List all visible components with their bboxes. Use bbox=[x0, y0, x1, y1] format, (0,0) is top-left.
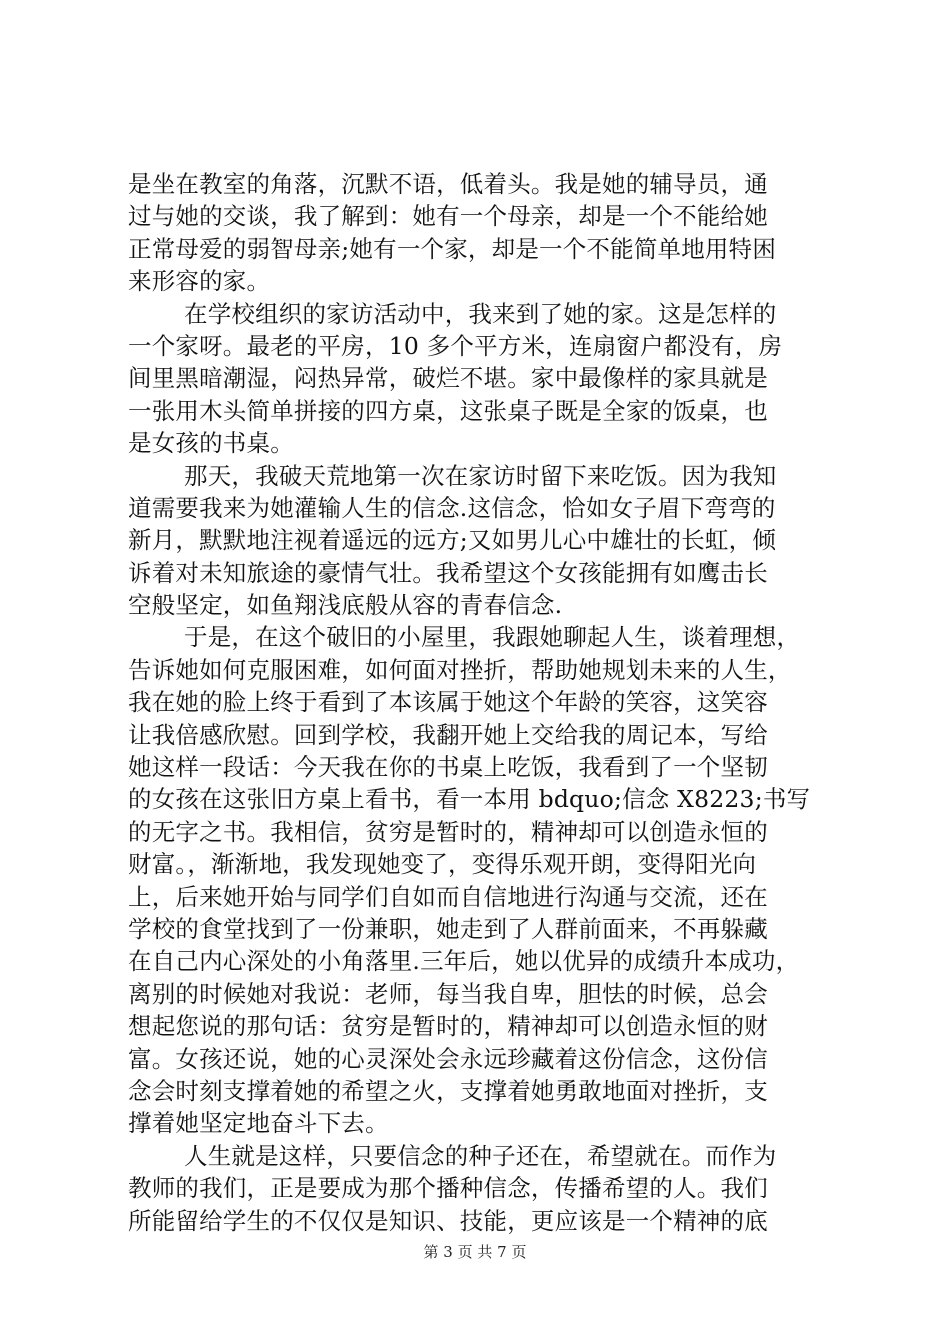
document-body bbox=[128, 168, 832, 1237]
text-line: 念会时刻支撑着她的希望之火，支撑着她勇敢地面对挫折，支 bbox=[128, 1076, 768, 1105]
text-line: 所能留给学生的不仅仅是知识、技能，更应该是一个精神的底 bbox=[128, 1206, 768, 1235]
text-line: 新月，默默地注视着遥远的远方;又如男儿心中雄壮的长虹，倾 bbox=[128, 526, 777, 555]
text-line: 让我倍感欣慰。回到学校，我翻开她上交给我的周记本，写给 bbox=[128, 720, 768, 749]
text-line: 那天，我破天荒地第一次在家访时留下来吃饭。因为我知 bbox=[184, 461, 777, 490]
text-line: 一个家呀。最老的平房，10 多个平方米，连扇窗户都没有，房 bbox=[128, 331, 783, 360]
text-line: 的无字之书。我相信，贫穷是暂时的，精神却可以创造永恒的 bbox=[128, 817, 768, 846]
text-line: 教师的我们，正是要成为那个播种信念，传播希望的人。我们 bbox=[128, 1174, 768, 1203]
text-line: 学校的食堂找到了一份兼职，她走到了人群前面来，不再躲藏 bbox=[128, 914, 768, 943]
text-line: 道需要我来为她灌输人生的信念.这信念，恰如女子眉下弯弯的 bbox=[128, 493, 776, 522]
text-line: 是女孩的书桌。 bbox=[128, 429, 294, 458]
text-line: 一张用木头简单拼接的四方桌，这张桌子既是全家的饭桌，也 bbox=[128, 396, 768, 425]
text-line: 离别的时候她对我说：老师，每当我自卑，胆怯的时候，总会 bbox=[128, 979, 768, 1008]
text-line: 正常母爱的弱智母亲;她有一个家，却是一个不能简单地用特困 bbox=[128, 234, 777, 263]
text-line: 上，后来她开始与同学们自如而自信地进行沟通与交流，还在 bbox=[128, 882, 768, 911]
text-line: 过与她的交谈，我了解到：她有一个母亲，却是一个不能给她 bbox=[128, 202, 768, 231]
text-line: 在自己内心深处的小角落里.三年后，她以优异的成绩升本成功， bbox=[128, 947, 800, 976]
text-line: 的女孩在这张旧方桌上看书，看一本用 bdquo;信念 X8223;书写 bbox=[128, 785, 811, 814]
text-line: 来形容的家。 bbox=[128, 267, 271, 296]
text-line: 富。女孩还说，她的心灵深处会永远珍藏着这份信念，这份信 bbox=[128, 1044, 768, 1073]
text-line: 我在她的脸上终于看到了本该属于她这个年龄的笑容，这笑容 bbox=[128, 688, 768, 717]
text-line: 财富。，渐渐地，我发现她变了，变得乐观开朗，变得阳光向 bbox=[128, 850, 757, 879]
page-footer: 第 3 页 共 7 页 bbox=[423, 1243, 527, 1261]
text-line: 诉着对未知旅途的豪情气壮。我希望这个女孩能拥有如鹰击长 bbox=[128, 558, 768, 587]
text-line: 撑着她坚定地奋斗下去。 bbox=[128, 1109, 389, 1138]
text-line: 在学校组织的家访活动中，我来到了她的家。这是怎样的 bbox=[184, 299, 777, 328]
text-line: 间里黑暗潮湿，闷热异常，破烂不堪。家中最像样的家具就是 bbox=[128, 364, 768, 393]
text-line: 是坐在教室的角落，沉默不语，低着头。我是她的辅导员，通 bbox=[128, 170, 768, 198]
text-line: 告诉她如何克服困难，如何面对挫折，帮助她规划未来的人生， bbox=[128, 655, 792, 684]
text-line: 她这样一段话：今天我在你的书桌上吃饭，我看到了一个坚韧 bbox=[128, 753, 768, 782]
text-line: 于是，在这个破旧的小屋里，我跟她聊起人生，谈着理想， bbox=[184, 623, 801, 652]
text-line: 人生就是这样，只要信念的种子还在，希望就在。而作为 bbox=[184, 1141, 777, 1170]
text-line: 想起您说的那句话：贫穷是暂时的，精神却可以创造永恒的财 bbox=[128, 1012, 768, 1041]
text-line: 空般坚定，如鱼翔浅底般从容的青春信念. bbox=[128, 591, 563, 620]
